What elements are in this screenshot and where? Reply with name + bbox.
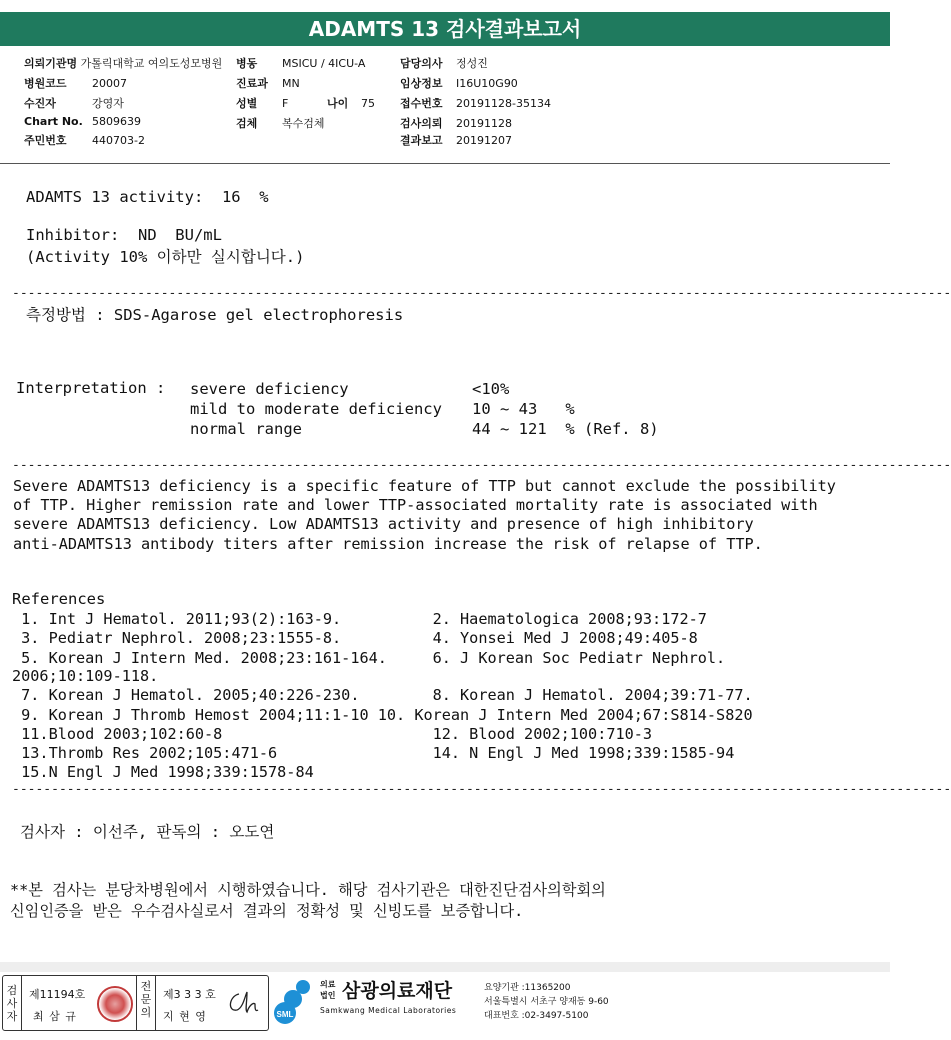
org-prefix-top: 의료 [320, 980, 336, 989]
inhibitor-result: Inhibitor: ND BU/mL [26, 226, 222, 244]
header-label: Chart No. [24, 115, 83, 128]
references-heading: References [12, 590, 106, 608]
inhibitor-note: (Activity 10% 이하만 실시합니다.) [26, 248, 305, 266]
reference-line: 9. Korean J Thromb Hemost 2004;11:1-10 10. Korean J Intern Med 2004;67:S814-S820 [12, 706, 753, 724]
section-separator: ------------------------------------------------------------------------------------------------------------------------ [12, 782, 951, 797]
signature-box [2, 975, 269, 1031]
header-value: 복수검체 [282, 117, 325, 130]
reference-line: 11.Blood 2003;102:60-8 12. Blood 2002;100:710-3 [12, 725, 653, 743]
header-row [236, 115, 325, 131]
header-label: 담당의사 [400, 57, 443, 70]
header-row [400, 95, 551, 111]
header-value: 20191128-35134 [456, 97, 551, 110]
header-row [400, 55, 488, 71]
header-value: 가톨릭대학교 여의도성모병원 [80, 57, 223, 70]
interpretation-range: <10% [472, 380, 510, 398]
reference-line: 13.Thromb Res 2002;105:471-6 14. N Engl J Med 1998;339:1585-94 [12, 744, 735, 762]
signature-scribble [225, 988, 261, 1018]
header-value: 강영자 [92, 97, 124, 110]
comment-line: anti-ADAMTS13 antibody titers after remission increase the risk of relapse of TTP. [13, 535, 763, 553]
specialist-name: 지 현 영 [163, 1010, 207, 1023]
header-row [24, 75, 127, 91]
header-row [236, 55, 365, 71]
comment-line: Severe ADAMTS13 deficiency is a specific feature of TTP but cannot exclude the possibility [13, 477, 836, 495]
header-row [400, 132, 512, 148]
header-label: 검체 [236, 117, 258, 130]
header-label: 주민번호 [24, 134, 67, 147]
section-separator: ------------------------------------------------------------------------------------------------------------------------ [12, 286, 951, 301]
header-value: MN [282, 77, 300, 90]
header-value: 20191207 [456, 134, 512, 147]
header-value: 정성진 [456, 57, 488, 70]
org-name: 삼광의료재단 [342, 980, 453, 1002]
activity-result: ADAMTS 13 activity: 16 % [26, 188, 269, 206]
org-info-line: 대표번호 :02-3497-5100 [484, 1011, 589, 1021]
header-row [327, 95, 375, 111]
reference-line: 5. Korean J Intern Med. 2008;23:161-164. 6. J Korean Soc Pediatr Nephrol. [12, 649, 726, 667]
interpretation-range: 10 ~ 43 % [472, 400, 575, 418]
header-row [236, 75, 300, 91]
reference-line: 7. Korean J Hematol. 2005;40:226-230. 8. Korean J Hematol. 2004;39:71-77. [12, 686, 753, 704]
header-value: F [282, 97, 289, 110]
examiner-name: 최 삼 규 [33, 1010, 77, 1023]
comment-line: severe ADAMTS13 deficiency. Low ADAMTS13 activity and presence of high inhibitory [13, 515, 754, 533]
reference-line: 1. Int J Hematol. 2011;93(2):163-9. 2. Haematologica 2008;93:172-7 [12, 610, 707, 628]
header-label: 나이 [327, 97, 349, 110]
examiner-seal [97, 986, 133, 1022]
header-row [400, 115, 512, 131]
interpretation-term: severe deficiency [190, 380, 349, 398]
specialist-license: 제3 3 3 호 [163, 988, 216, 1001]
header-row [236, 95, 288, 111]
interpretation-term: mild to moderate deficiency [190, 400, 442, 418]
method-line: 측정방법 : SDS-Agarose gel electrophoresis [26, 306, 404, 324]
header-label: 수진자 [24, 97, 56, 110]
header-row [24, 115, 141, 128]
examiner-tag [3, 976, 22, 1030]
header-label: 임상정보 [400, 77, 443, 90]
header-label: 진료과 [236, 77, 268, 90]
header-value: 75 [361, 97, 375, 110]
section-separator: ------------------------------------------------------------------------------------------------------------------------ [12, 458, 951, 473]
notice-line: **본 검사는 분당차병원에서 시행하였습니다. 해당 검사기관은 대한진단검사의학회의 [10, 881, 606, 899]
org-info-line: 요양기관 :11365200 [484, 983, 571, 993]
examiner-line: 검사자 : 이선주, 판독의 : 오도연 [20, 823, 275, 841]
header-row [24, 95, 124, 111]
org-english-name: Samkwang Medical Laboratories [320, 1006, 457, 1015]
examiner-tag-text: 검사자 [6, 984, 18, 1023]
report-title: ADAMTS 13 검사결과보고서 [0, 12, 890, 46]
org-prefix-bottom: 법인 [320, 991, 336, 1000]
header-value: 20191128 [456, 117, 512, 130]
comment-line: of TTP. Higher remission rate and lower TTP-associated mortality rate is associated with [13, 496, 818, 514]
logo-text: SML [276, 1010, 294, 1019]
header-label: 접수번호 [400, 97, 443, 110]
org-info-line: 서울특별시 서초구 양재동 9-60 [484, 997, 609, 1007]
interpretation-range: 44 ~ 121 % (Ref. 8) [472, 420, 659, 438]
header-row [24, 132, 145, 148]
header-value: I16U10G90 [456, 77, 518, 90]
notice-line: 신임인증을 받은 우수검사실로서 결과의 정확성 및 신빙도를 보증합니다. [10, 902, 524, 920]
header-label: 성별 [236, 97, 258, 110]
sml-logo-icon [271, 977, 319, 1025]
header-label: 검사의뢰 [400, 117, 443, 130]
header-value: 440703-2 [92, 134, 145, 147]
header-row [400, 75, 518, 91]
header-label: 병원코드 [24, 77, 67, 90]
header-label: 의뢰기관명 [24, 57, 78, 70]
examiner-license: 제11194호 [29, 988, 86, 1001]
interpretation-term: normal range [190, 420, 302, 438]
interpretation-label: Interpretation : [16, 379, 166, 397]
specialist-tag-text: 전문의 [140, 980, 152, 1019]
header-value: MSICU / 4ICU-A [282, 57, 366, 70]
reference-line: 2006;10:109-118. [12, 667, 159, 685]
header-row [24, 55, 222, 71]
header-label: 병동 [236, 57, 258, 70]
header-value: 5809639 [92, 115, 141, 128]
reference-line: 15.N Engl J Med 1998;339:1578-84 [12, 763, 314, 781]
header-divider [0, 163, 890, 164]
reference-line: 3. Pediatr Nephrol. 2008;23:1555-8. 4. Yonsei Med J 2008;49:405-8 [12, 629, 698, 647]
footer-band [0, 962, 890, 972]
specialist-tag [136, 976, 156, 1030]
header-value: 20007 [92, 77, 127, 90]
header-label: 결과보고 [400, 134, 443, 147]
